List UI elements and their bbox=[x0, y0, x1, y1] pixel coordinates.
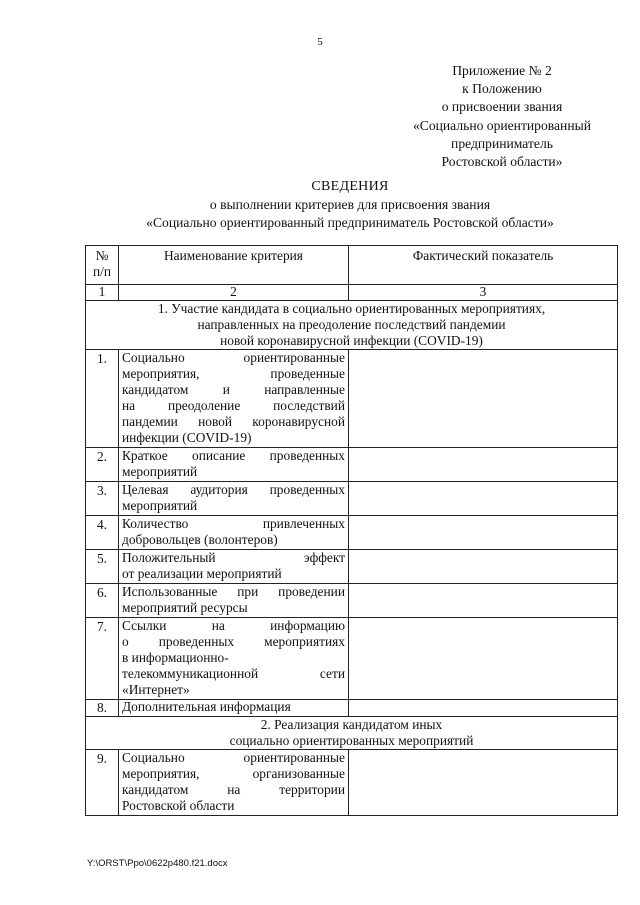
table-row bbox=[86, 750, 618, 816]
criterion-line: «Интернет» bbox=[122, 682, 190, 697]
row-number-cell: 4. bbox=[86, 516, 119, 550]
document-title: СВЕДЕНИЯ bbox=[311, 179, 389, 194]
section-header-line: 2. Реализация кандидатом иных bbox=[260, 717, 443, 732]
row-number-cell: 3. bbox=[86, 482, 119, 516]
criterion-line: Социально ориентированные bbox=[122, 750, 345, 765]
criterion-line: мероприятий bbox=[122, 498, 198, 513]
criterion-line: мероприятия, проведенные bbox=[122, 366, 345, 381]
criterion-cell bbox=[119, 550, 349, 584]
criterion-line: в информационно- bbox=[122, 650, 229, 665]
appendix-line: Ростовской области» bbox=[441, 154, 563, 170]
criterion-line: Ростовской области bbox=[122, 798, 235, 813]
table-header-row bbox=[86, 246, 618, 285]
criterion-line: кандидатом и направленные bbox=[122, 382, 345, 397]
section-header-cell bbox=[86, 717, 618, 750]
criterion-line: мероприятия, организованные bbox=[122, 766, 345, 781]
section-header-line: новой коронавирусной инфекции (COVID-19) bbox=[220, 333, 483, 348]
criterion-line: о проведенных мероприятиях bbox=[122, 634, 345, 649]
criterion-line: Использованные при проведении bbox=[122, 584, 345, 599]
fact-cell bbox=[349, 584, 618, 618]
section-header-line: 1. Участие кандидата в социально ориентированных мероприятиях, bbox=[157, 301, 546, 316]
criterion-line: мероприятий bbox=[122, 464, 198, 479]
criterion-line: мероприятий ресурсы bbox=[122, 600, 248, 615]
column-index-cell: 1 bbox=[86, 285, 119, 301]
row-number-cell: 9. bbox=[86, 750, 119, 816]
header-fact-cell: Фактический показатель bbox=[349, 246, 618, 285]
section-header-line: социально ориентированных мероприятий bbox=[229, 733, 474, 748]
table-row bbox=[86, 482, 618, 516]
criterion-line: инфекции (COVID-19) bbox=[122, 430, 252, 445]
document-heading bbox=[80, 178, 620, 232]
appendix-line: о присвоении звания bbox=[441, 99, 563, 115]
section-header-row bbox=[86, 301, 618, 350]
criterion-line: Дополнительная информация bbox=[122, 699, 291, 714]
row-number-cell: 6. bbox=[86, 584, 119, 618]
header-number-abbr: п/п bbox=[92, 264, 112, 279]
row-number-cell: 2. bbox=[86, 448, 119, 482]
table-row bbox=[86, 350, 618, 448]
appendix-line: предприниматель bbox=[451, 135, 553, 151]
criterion-line: пандемии новой коронавирусной bbox=[122, 414, 345, 429]
criterion-line: Целевая аудитория проведенных bbox=[122, 482, 345, 497]
column-index-row bbox=[86, 285, 618, 301]
appendix-line: Приложение № 2 bbox=[452, 63, 552, 78]
criterion-line: Ссылки на информацию bbox=[122, 618, 345, 633]
criterion-line: Социально ориентированные bbox=[122, 350, 345, 365]
appendix-line: «Социально ориентированный bbox=[412, 117, 592, 133]
row-number-cell: 7. bbox=[86, 618, 119, 700]
criterion-cell bbox=[119, 482, 349, 516]
criterion-cell bbox=[119, 584, 349, 618]
header-criterion-cell: Наименование критерия bbox=[119, 246, 349, 285]
criterion-line: добровольцев (волонтеров) bbox=[122, 532, 278, 547]
criterion-line: от реализации мероприятий bbox=[122, 566, 282, 581]
fact-cell bbox=[349, 750, 618, 816]
table-row bbox=[86, 584, 618, 618]
criterion-cell bbox=[119, 700, 349, 717]
criterion-line: Положительный эффект bbox=[122, 550, 345, 565]
row-number-cell: 1. bbox=[86, 350, 119, 448]
criteria-table bbox=[85, 245, 618, 816]
page-number: 5 bbox=[317, 36, 323, 48]
section-header-row bbox=[86, 717, 618, 750]
criterion-line: телекоммуникационной сети bbox=[122, 666, 345, 681]
table-row bbox=[86, 700, 618, 717]
header-number-cell bbox=[86, 246, 119, 285]
criterion-cell bbox=[119, 516, 349, 550]
fact-cell bbox=[349, 700, 618, 717]
appendix-header bbox=[396, 62, 608, 171]
criterion-cell bbox=[119, 448, 349, 482]
criterion-line: Количество привлеченных bbox=[122, 516, 345, 531]
fact-cell bbox=[349, 482, 618, 516]
row-number-cell: 8. bbox=[86, 700, 119, 717]
section-header-cell bbox=[86, 301, 618, 350]
criterion-cell bbox=[119, 618, 349, 700]
document-subtitle-line: «Социально ориентированный предприниматель Ростовской области» bbox=[146, 215, 554, 230]
document-subtitle-line: о выполнении критериев для присвоения звания bbox=[209, 197, 491, 212]
criterion-line: на преодоление последствий bbox=[122, 398, 345, 413]
criterion-line: Краткое описание проведенных bbox=[122, 448, 345, 463]
criterion-line: кандидатом на территории bbox=[122, 782, 345, 797]
table-row bbox=[86, 618, 618, 700]
fact-cell bbox=[349, 550, 618, 584]
fact-cell bbox=[349, 516, 618, 550]
file-path-footer: Y:\ORST\Ppo\0622p480.f21.docx bbox=[87, 858, 228, 869]
table-row bbox=[86, 448, 618, 482]
column-index-cell: 3 bbox=[349, 285, 618, 301]
table-row bbox=[86, 550, 618, 584]
appendix-line: к Положению bbox=[462, 81, 542, 97]
table-row bbox=[86, 516, 618, 550]
fact-cell bbox=[349, 618, 618, 700]
column-index-cell: 2 bbox=[119, 285, 349, 301]
header-number-sign: № bbox=[95, 248, 109, 263]
criterion-cell bbox=[119, 350, 349, 448]
criterion-cell bbox=[119, 750, 349, 816]
section-header-line: направленных на преодоление последствий пандемии bbox=[197, 317, 506, 332]
fact-cell bbox=[349, 350, 618, 448]
row-number-cell: 5. bbox=[86, 550, 119, 584]
fact-cell bbox=[349, 448, 618, 482]
